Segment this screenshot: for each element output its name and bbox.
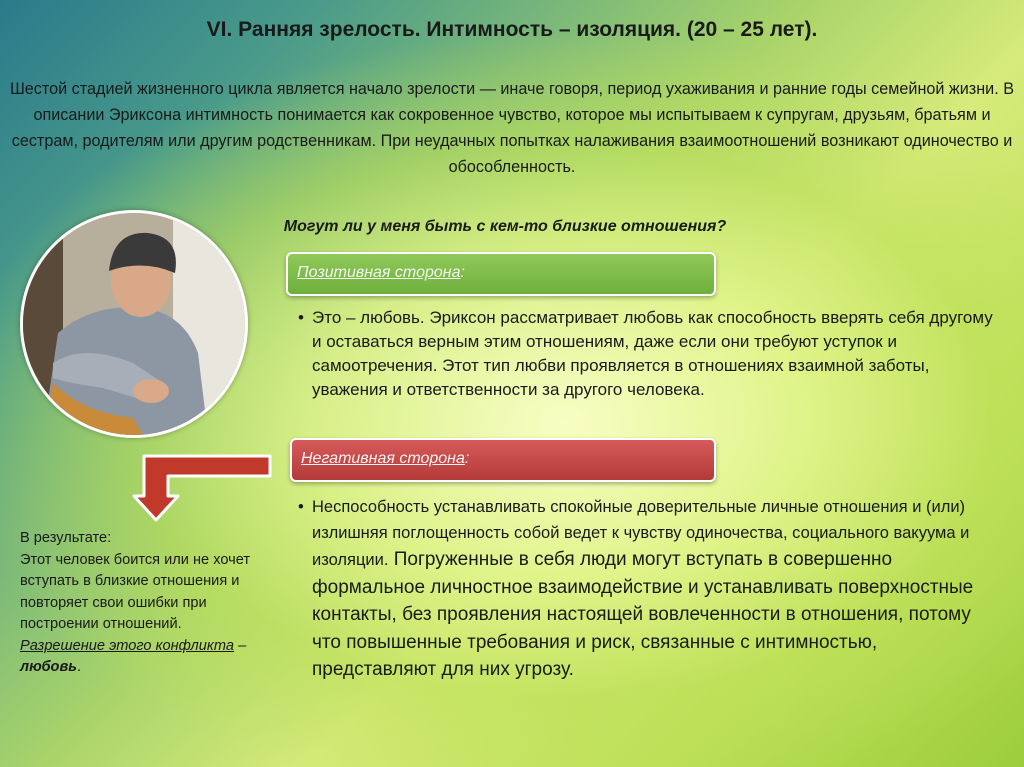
- negative-side-colon: :: [464, 450, 470, 467]
- resolution-label: Разрешение этого конфликта: [20, 637, 235, 654]
- resolution-value: любовь: [20, 659, 77, 675]
- positive-side-label-wrap: [297, 264, 465, 282]
- positive-side-colon: :: [460, 264, 465, 281]
- resolution-line: [20, 636, 280, 679]
- bent-arrow-icon: [130, 452, 275, 524]
- negative-side-text-large: Погруженные в себя люди могут вступать в совершенно формальное личностное взаимодействие и устанавливать поверхностные контакты, без проявления настоящей вовлеченности в отношения, потому что повышенные требования и риск, связанные с интимностью, представляют для них угрозу.: [312, 549, 974, 680]
- result-text: Этот человек боится или не хочет вступать в близкие отношения и повторяет свои ошибки при построении отношений.: [20, 551, 251, 632]
- positive-side-label: Позитивная сторона: [297, 264, 461, 281]
- negative-side-header: [290, 438, 716, 482]
- positive-side-text: • Это – любовь. Эриксон рассматривает любовь как способность вверять себя другому и оставаться верным этим отношениям, даже если они требуют уступок и самоотречения. Этот тип любви проявляется в отношениях взаимной заботы, уважения и ответственности за другого человека.: [312, 306, 1002, 402]
- negative-side-label: Негативная сторона: [301, 450, 465, 467]
- result-block: [20, 528, 280, 679]
- negative-side-text-small: Неспособность устанавливать спокойные доверительные личные отношения и (или) излишняя поглощенность собой ведет к чувству одиночества, социального вакуума и изоляции.: [312, 498, 970, 569]
- negative-side-text: [312, 495, 1002, 684]
- intro-paragraph: Шестой стадией жизненного цикла является начало зрелости — иначе говоря, период ухаживания и ранние годы семейной жизни. В описании Эриксона интимность понимается как сокровенное чувство, которое мы испытываем к супругам, друзьям, братьям и сестрам, родителям или другим родственникам. При неудачных попытках налаживания взаимоотношений возникают одиночество и обособленность.: [9, 80, 1015, 176]
- key-question: Могут ли у меня быть с кем-то близкие отношения?: [283, 218, 727, 235]
- portrait-illustration: [23, 213, 245, 435]
- slide-title: VI. Ранняя зрелость. Интимность – изоляция. (20 – 25 лет).: [206, 18, 818, 41]
- positive-side-header: [286, 252, 716, 296]
- negative-side-label-wrap: [301, 450, 469, 468]
- result-heading: В результате:: [20, 530, 112, 546]
- resolution-end: .: [76, 659, 81, 675]
- portrait-photo: [20, 210, 248, 438]
- resolution-dash: –: [234, 637, 247, 654]
